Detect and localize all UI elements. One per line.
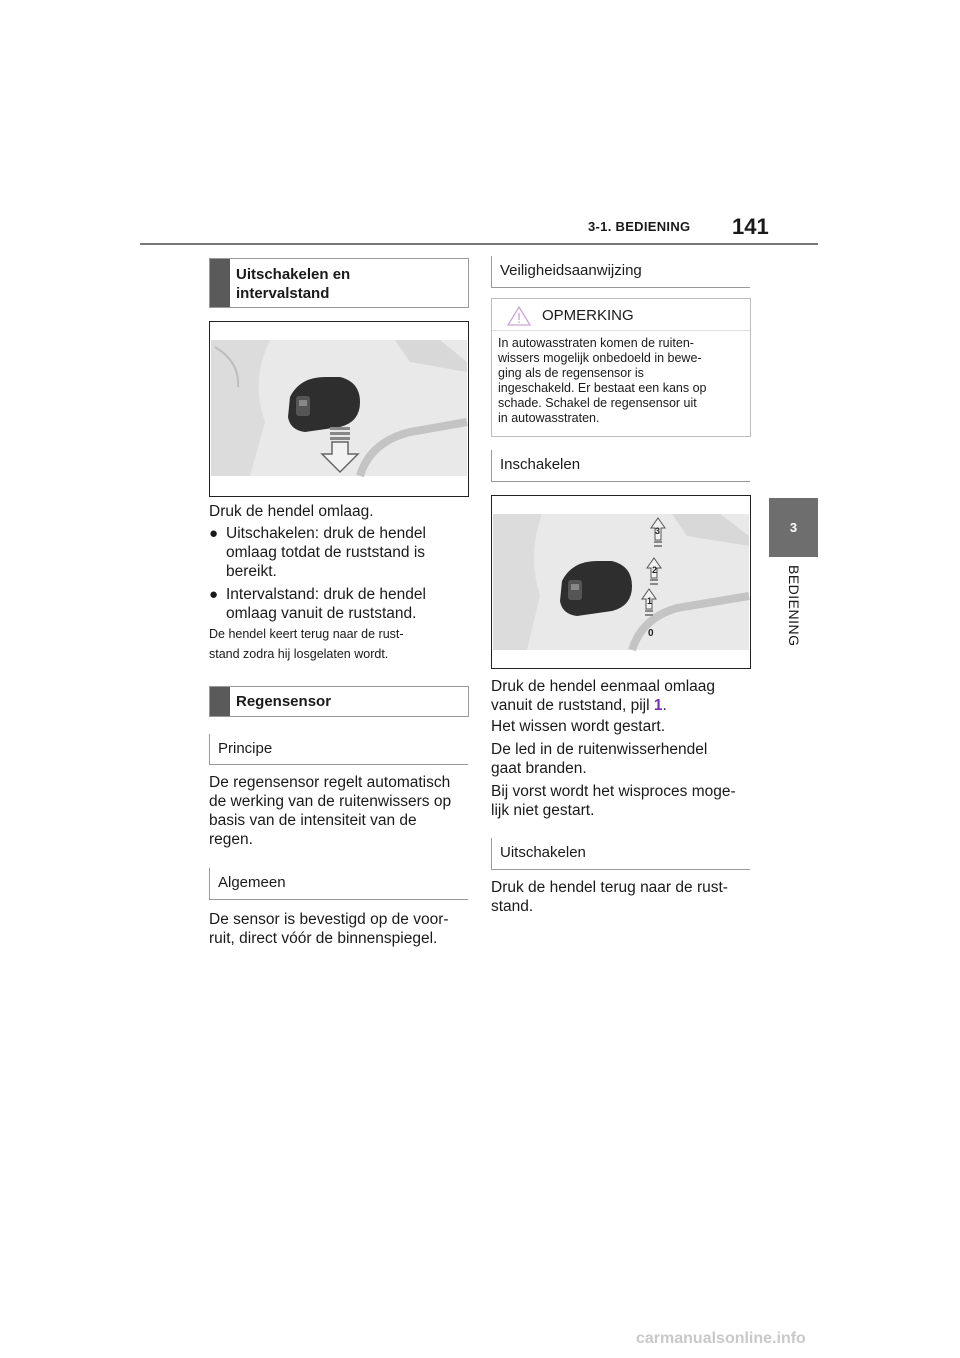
text-line: ruit, direct vóór de binnenspiegel.	[209, 930, 438, 947]
bullet-line: Uitschakelen: druk de hendel	[226, 525, 426, 542]
bullet-icon: ●	[209, 525, 219, 542]
small-note-line: stand zodra hij losgelaten wordt.	[209, 647, 389, 661]
chapter-label-text: BEDIENING	[786, 565, 802, 647]
figure-lever-positions	[491, 495, 751, 669]
text-line: Druk de hendel eenmaal omlaag	[491, 678, 716, 695]
heading-bar	[210, 259, 230, 307]
note-line: in autowasstraten.	[498, 411, 600, 425]
figure-lever-down	[209, 321, 469, 497]
note-line: In autowasstraten komen de ruiten-	[498, 336, 694, 350]
lever-positions-illustration	[492, 496, 750, 668]
bullet-line: omlaag vanuit de ruststand.	[226, 605, 417, 622]
text-line: Druk de hendel terug naar de rust-	[491, 879, 728, 896]
bullet-line: Intervalstand: druk de hendel	[226, 586, 426, 603]
subheading-text: Inschakelen	[500, 456, 581, 473]
note-title: OPMERKING	[542, 307, 634, 324]
lever-down-illustration	[210, 322, 468, 496]
warning-triangle-icon	[506, 305, 532, 327]
position-label-2: 2	[652, 565, 658, 575]
heading-text: Regensensor	[236, 693, 332, 710]
on-paragraph-4	[491, 782, 736, 820]
chapter-tab	[769, 498, 818, 557]
subheading-inschakelen	[491, 450, 750, 482]
fig1-caption: Druk de hendel omlaag.	[209, 503, 374, 520]
subheading-principe	[209, 734, 468, 765]
text-line: stand.	[491, 898, 534, 915]
heading-line-2: intervalstand	[236, 285, 330, 302]
arrow-number: 1	[653, 697, 663, 714]
note-line: ging als de regensensor is	[498, 366, 644, 380]
text-line: De sensor is bevestigd op de voor-	[209, 911, 449, 928]
bullet-icon: ●	[209, 586, 219, 603]
section-title: 3-1. BEDIENING	[588, 219, 691, 234]
text-line: lijk niet gestart.	[491, 802, 595, 819]
heading-text	[236, 265, 350, 303]
text-line: Bij vorst wordt het wisproces moge-	[491, 783, 736, 800]
note-line: wissers mogelijk onbedoeld in bewe-	[498, 351, 702, 365]
bullet-line: bereikt.	[226, 563, 277, 580]
subheading-uitschakelen	[491, 838, 750, 870]
note-line: ingeschakeld. Er bestaat een kans op	[498, 381, 707, 395]
header-rule	[140, 243, 818, 245]
note-text	[498, 336, 743, 426]
subheading-text: Uitschakelen	[500, 844, 586, 861]
text-line: basis van de intensiteit van de	[209, 812, 417, 829]
principe-paragraph	[209, 773, 451, 849]
text-line: De regensensor regelt automatisch	[209, 774, 451, 791]
list-item	[209, 524, 467, 584]
subheading-text: Veiligheidsaanwijzing	[500, 262, 642, 279]
on-paragraph-2: Het wissen wordt gestart.	[491, 718, 666, 735]
text-line	[491, 696, 761, 715]
off-paragraph	[491, 878, 728, 916]
subheading-text: Algemeen	[218, 874, 286, 891]
note-divider	[492, 330, 750, 331]
text-span: vanuit de ruststand, pijl	[491, 697, 654, 714]
small-note-line: De hendel keert terug naar de rust-	[209, 627, 404, 641]
subheading-algemeen	[209, 868, 468, 900]
subheading-text: Principe	[218, 740, 273, 757]
heading-bar	[210, 687, 230, 716]
note-line: schade. Schakel de regensensor uit	[498, 396, 697, 410]
page-number: 141	[732, 214, 769, 239]
position-label-1: 1	[647, 596, 653, 606]
chapter-number: 3	[789, 520, 798, 535]
on-paragraph-1	[491, 677, 761, 715]
heading-uitschakelen	[209, 258, 469, 308]
text-line: regen.	[209, 831, 253, 848]
heading-regensensor	[209, 686, 469, 717]
chapter-label	[776, 565, 812, 665]
bullet-line: omlaag totdat de ruststand is	[226, 544, 426, 561]
text-line: de werking van de ruitenwissers op	[209, 793, 452, 810]
list-item	[209, 585, 467, 625]
algemeen-paragraph	[209, 910, 449, 948]
text-span: .	[662, 697, 667, 714]
warning-note	[491, 298, 751, 437]
small-note	[209, 624, 404, 664]
heading-line-1: Uitschakelen en	[236, 266, 351, 283]
text-line: De led in de ruitenwisserhendel	[491, 741, 708, 758]
position-label-0: 0	[648, 628, 654, 639]
subheading-veiligheid	[491, 256, 750, 288]
position-label-3: 3	[655, 526, 661, 536]
watermark: carmanualsonline.info	[636, 1330, 806, 1347]
on-paragraph-3	[491, 740, 707, 778]
text-line: gaat branden.	[491, 760, 587, 777]
